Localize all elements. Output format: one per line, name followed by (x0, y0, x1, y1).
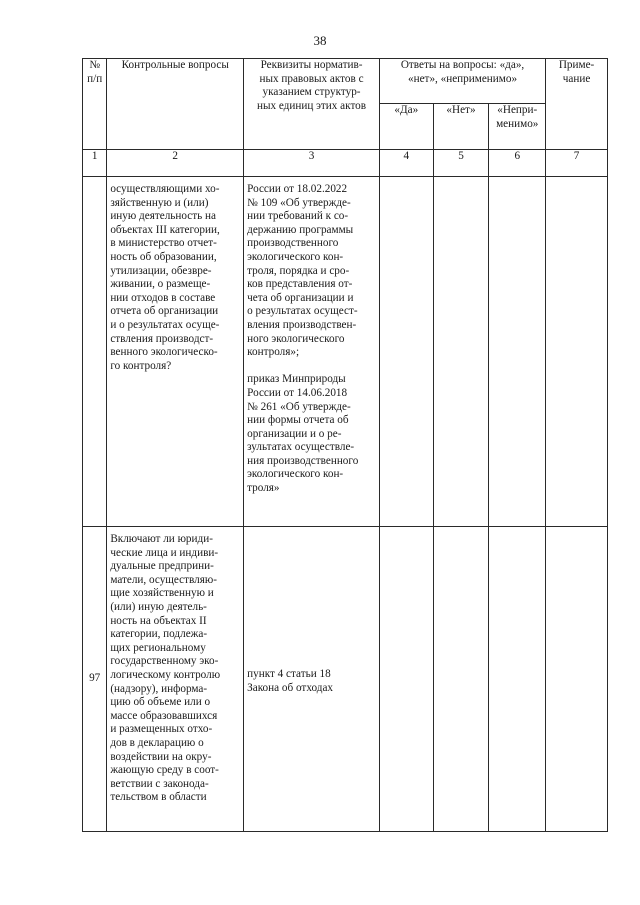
row-question: осуществляющими хо- зяйственную и (или) иную деятельность на объектах III категории, в министерство отчет- ность об образовании, утилизации, обезвре- живании, о размеще- нии отходов в составе отчета об организации и о результатах осуще- ствления производст- венного экологическо- го контроля? (107, 177, 244, 527)
answer-na-cell[interactable] (489, 527, 546, 832)
checklist-table (82, 58, 608, 832)
table-row (83, 177, 608, 527)
row-requisites: пункт 4 статьи 18 Закона об отходах (244, 527, 380, 832)
row-question: Включают ли юриди- ческие лица и индиви- дуальные предприни- матели, осуществляю- щие хозяйственную и (или) иную деятель- ность на объектах II категории, подлежа- щих региональному государственному эко- логическому контролю (надзору), информа- цию об объеме или о массе образовавшихся и размещенных отхо- дов в декларацию о воздействии на окру- жающую среду в соот- ветствии с законода- тельством в области (107, 527, 244, 832)
answer-no-cell[interactable] (433, 177, 489, 527)
column-number: 3 (244, 150, 380, 177)
table-row (83, 527, 608, 832)
header-num: № п/п (83, 59, 107, 150)
column-number: 4 (379, 150, 433, 177)
row-number: 97 (83, 527, 107, 832)
column-number: 7 (546, 150, 608, 177)
header-note: Приме- чание (546, 59, 608, 150)
page-number: 38 (313, 33, 327, 48)
answer-na-cell[interactable] (489, 177, 546, 527)
header-no: «Нет» (433, 104, 489, 150)
header-yes: «Да» (379, 104, 433, 150)
column-number: 1 (83, 150, 107, 177)
note-cell[interactable] (546, 177, 608, 527)
column-number: 6 (489, 150, 546, 177)
header-row (83, 59, 608, 104)
row-requisites: России от 18.02.2022 № 109 «Об утвержде- нии требований к со- держанию программы производственного экологического кон- троля, порядка и сро- ков представления от- чета об организации и о результатах осущест- вления производствен- ного экологического контроля»; приказ Минприроды России от 14.06.2018 № 261 «Об утвержде- нии формы отчета об организации и о ре- зультатах осуществле- ния производственного экологического кон- троля» (244, 177, 380, 527)
header-requisites: Реквизиты норматив- ных правовых актов с указанием структур- ных единиц этих актов (244, 59, 380, 150)
header-answers: Ответы на вопросы: «да», «нет», «неприменимо» (379, 59, 545, 104)
column-number: 5 (433, 150, 489, 177)
header-na: «Непри- менимо» (489, 104, 546, 150)
answer-yes-cell[interactable] (379, 177, 433, 527)
note-cell[interactable] (546, 527, 608, 832)
row-number (83, 177, 107, 527)
column-number: 2 (107, 150, 244, 177)
column-number-row (83, 150, 608, 177)
header-questions: Контрольные вопросы (107, 59, 244, 150)
answer-yes-cell[interactable] (379, 527, 433, 832)
answer-no-cell[interactable] (433, 527, 489, 832)
